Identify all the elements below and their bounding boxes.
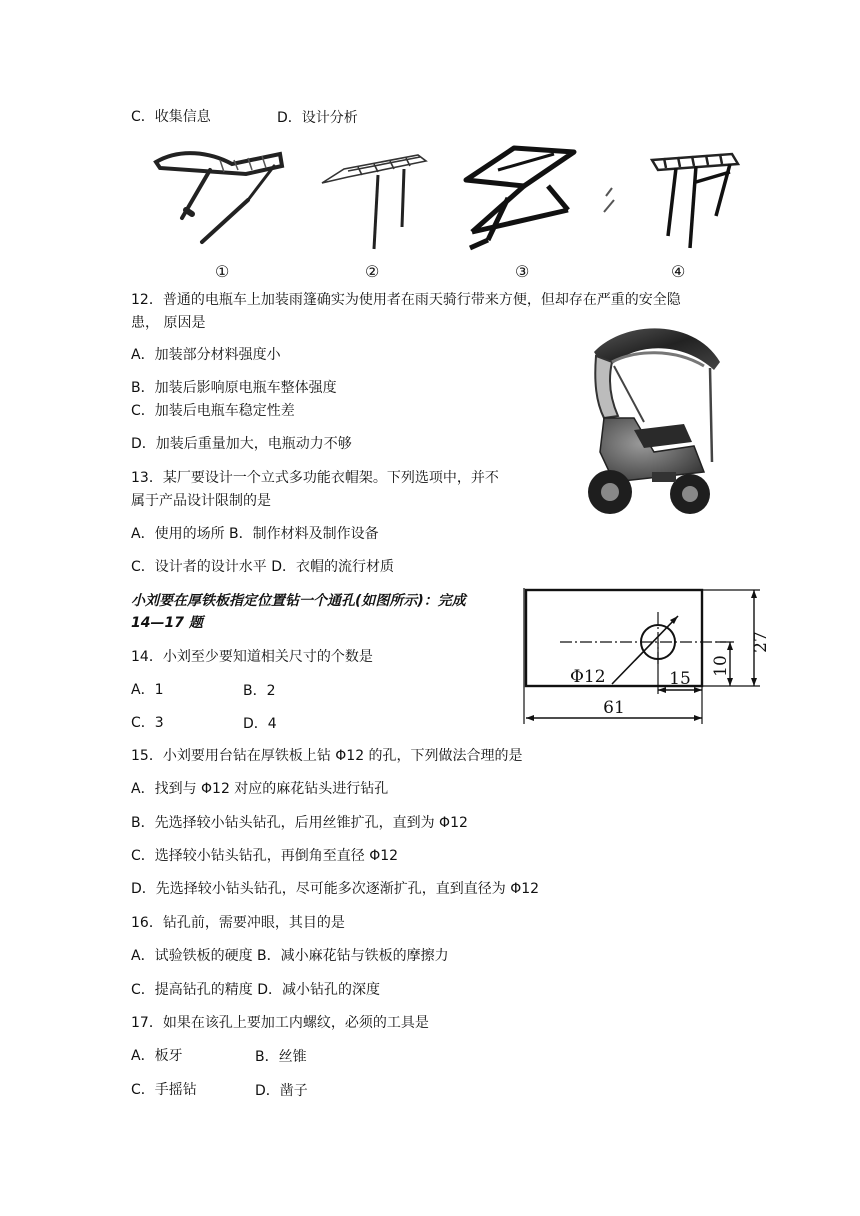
q17-stem: 17．如果在该孔上要加工内螺纹，必须的工具是 [131, 1015, 429, 1031]
dim-label-27: 27 [751, 631, 771, 653]
rack-label-4: ④ [671, 262, 686, 281]
q17-option-c: C．手摇钻 [131, 1082, 197, 1098]
q12-option-d: D．加装后重量加大，电瓶动力不够 [131, 436, 352, 452]
rack-label-2: ② [365, 262, 380, 281]
q16-options-ab: A．试验铁板的硬度 B．减小麻花钻与铁板的摩擦力 [131, 948, 449, 964]
q12-option-b: B．加装后影响原电瓶车整体强度 [131, 380, 337, 396]
rack-label-1: ① [215, 262, 230, 281]
q12-stem-line1: 12．普通的电瓶车上加装雨篷确实为使用者在雨天骑行带来方便，但却存在严重的安全隐 [131, 292, 681, 308]
q12-option-a: A．加装部分材料强度小 [131, 347, 281, 363]
q16-options-cd: C．提高钻孔的精度 D．减小钻孔的深度 [131, 982, 381, 998]
q14-option-c: C．3 [131, 715, 164, 731]
q17-option-d: D．凿子 [255, 1083, 308, 1099]
drilling-dimension-drawing [520, 582, 770, 732]
section-intro-line2: 14—17 题 [131, 615, 203, 631]
q15-option-a: A．找到与 Φ12 对应的麻花钻头进行钻孔 [131, 781, 389, 797]
dim-label-phi12: Φ12 [570, 667, 606, 687]
q13-options-cd: C．设计者的设计水平 D．衣帽的流行材质 [131, 559, 395, 575]
q15-option-b: B．先选择较小钻头钻孔，后用丝锥扩孔，直到为 Φ12 [131, 815, 468, 831]
rack-figure-1 [150, 140, 290, 250]
q11-option-d: D．设计分析 [277, 110, 358, 126]
q12-option-c: C．加装后电瓶车稳定性差 [131, 403, 295, 419]
q17-option-a: A．板牙 [131, 1048, 183, 1064]
rack-figure-4 [602, 142, 742, 254]
q13-options-ab: A．使用的场所 B．制作材料及制作设备 [131, 526, 379, 542]
section-intro-line1: 小刘要在厚铁板指定位置钻一个通孔(如图所示)：完成 [131, 593, 466, 609]
q14-option-a: A．1 [131, 682, 164, 698]
q17-option-b: B．丝锥 [255, 1049, 307, 1065]
q13-stem-line2: 属于产品设计限制的是 [131, 493, 271, 509]
q11-option-c: C．收集信息 [131, 109, 211, 125]
scooter-canopy-image [574, 322, 724, 522]
q16-stem: 16．钻孔前，需要冲眼，其目的是 [131, 915, 345, 931]
q14-stem: 14．小刘至少要知道相关尺寸的个数是 [131, 649, 373, 665]
rack-figure-3 [458, 140, 578, 252]
dim-label-10: 10 [711, 655, 731, 677]
dim-label-61: 61 [603, 698, 625, 718]
q14-option-b: B．2 [243, 683, 276, 699]
dim-label-15: 15 [669, 669, 691, 689]
rack-figure-2 [318, 145, 438, 255]
q15-stem: 15．小刘要用台钻在厚铁板上钻 Φ12 的孔，下列做法合理的是 [131, 748, 523, 764]
q14-option-d: D．4 [243, 716, 277, 732]
rack-label-3: ③ [515, 262, 530, 281]
q15-option-d: D．先选择较小钻头钻孔，尽可能多次逐渐扩孔，直到直径为 Φ12 [131, 881, 540, 897]
q13-stem-line1: 13．某厂要设计一个立式多功能衣帽架。下列选项中，并不 [131, 470, 499, 486]
q15-option-c: C．选择较小钻头钻孔，再倒角至直径 Φ12 [131, 848, 399, 864]
q12-stem-line2: 患， 原因是 [131, 315, 206, 331]
